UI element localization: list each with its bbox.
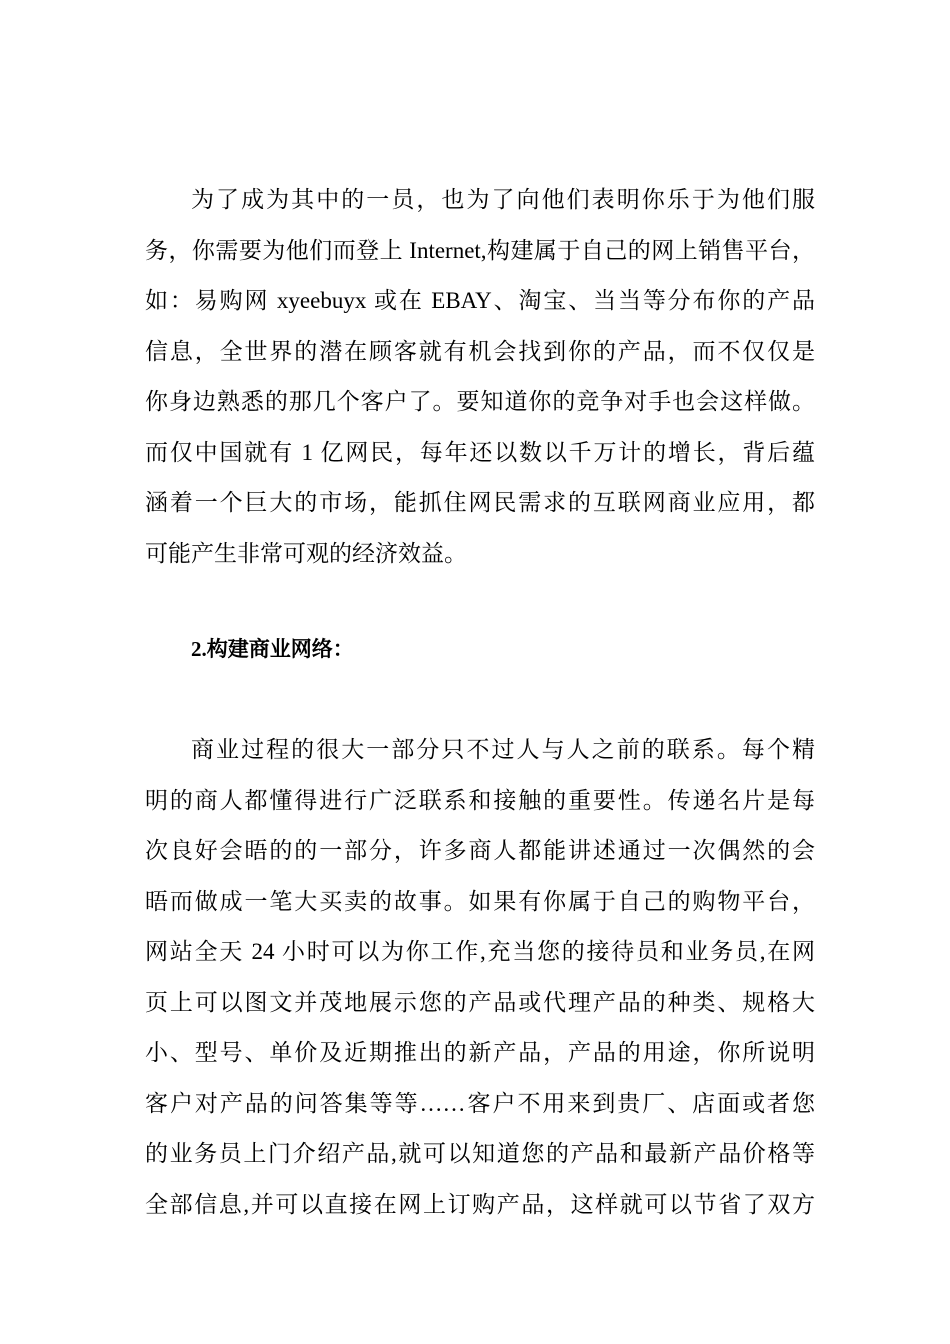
text-line: 商业过程的很大一部分只不过人与人之前的联系。每个精 <box>191 737 815 762</box>
text-line: 网站全天 24 小时可以为你工作,充当您的接待员和业务员,在网 <box>145 939 815 964</box>
text-line: 明的商人都懂得进行广泛联系和接触的重要性。传递名片是每 <box>145 787 815 813</box>
text-line: 的业务员上门介绍产品,就可以知道您的产品和最新产品价格等 <box>145 1141 815 1166</box>
text-line: 晤而做成一笔大买卖的故事。如果有你属于自己的购物平台， <box>145 888 815 914</box>
text-line: 你身边熟悉的那几个客户了。要知道你的竞争对手也会这样做。 <box>145 389 815 414</box>
text-line: 页上可以图文并茂地展示您的产品或代理产品的种类、规格大 <box>145 989 815 1015</box>
section-heading: 2.构建商业网络： <box>191 637 354 661</box>
text-line: 如：易购网 xyeebuyx 或在 EBAY、淘宝、当当等分布你的产品 <box>145 288 815 313</box>
text-line: 次良好会晤的的一部分，许多商人都能讲述通过一次偶然的会 <box>145 838 815 863</box>
text-line: 客户对产品的问答集等等……客户不用来到贵厂、店面或者您 <box>145 1090 815 1116</box>
text-line: 涵着一个巨大的市场，能抓住网民需求的互联网商业应用，都 <box>145 490 815 515</box>
paragraph-online-sales-platform <box>145 175 815 579</box>
text-line: 而仅中国就有 1 亿网民，每年还以数以千万计的增长，背后蕴 <box>145 439 815 465</box>
text-line: 务，你需要为他们而登上 Internet,构建属于自己的网上销售平台， <box>145 237 815 263</box>
text-line: 小、型号、单价及近期推出的新产品，产品的用途，你所说明 <box>145 1040 815 1065</box>
text-line: 信息，全世界的潜在顾客就有机会找到你的产品，而不仅仅是 <box>145 338 815 364</box>
paragraph-business-network <box>145 725 815 1230</box>
text-line: 可能产生非常可观的经济效益。 <box>145 540 467 566</box>
text-line: 全部信息,并可以直接在网上订购产品，这样就可以节省了双方 <box>145 1191 815 1217</box>
text-line: 为了成为其中的一员，也为了向他们表明你乐于为他们服 <box>191 187 815 212</box>
